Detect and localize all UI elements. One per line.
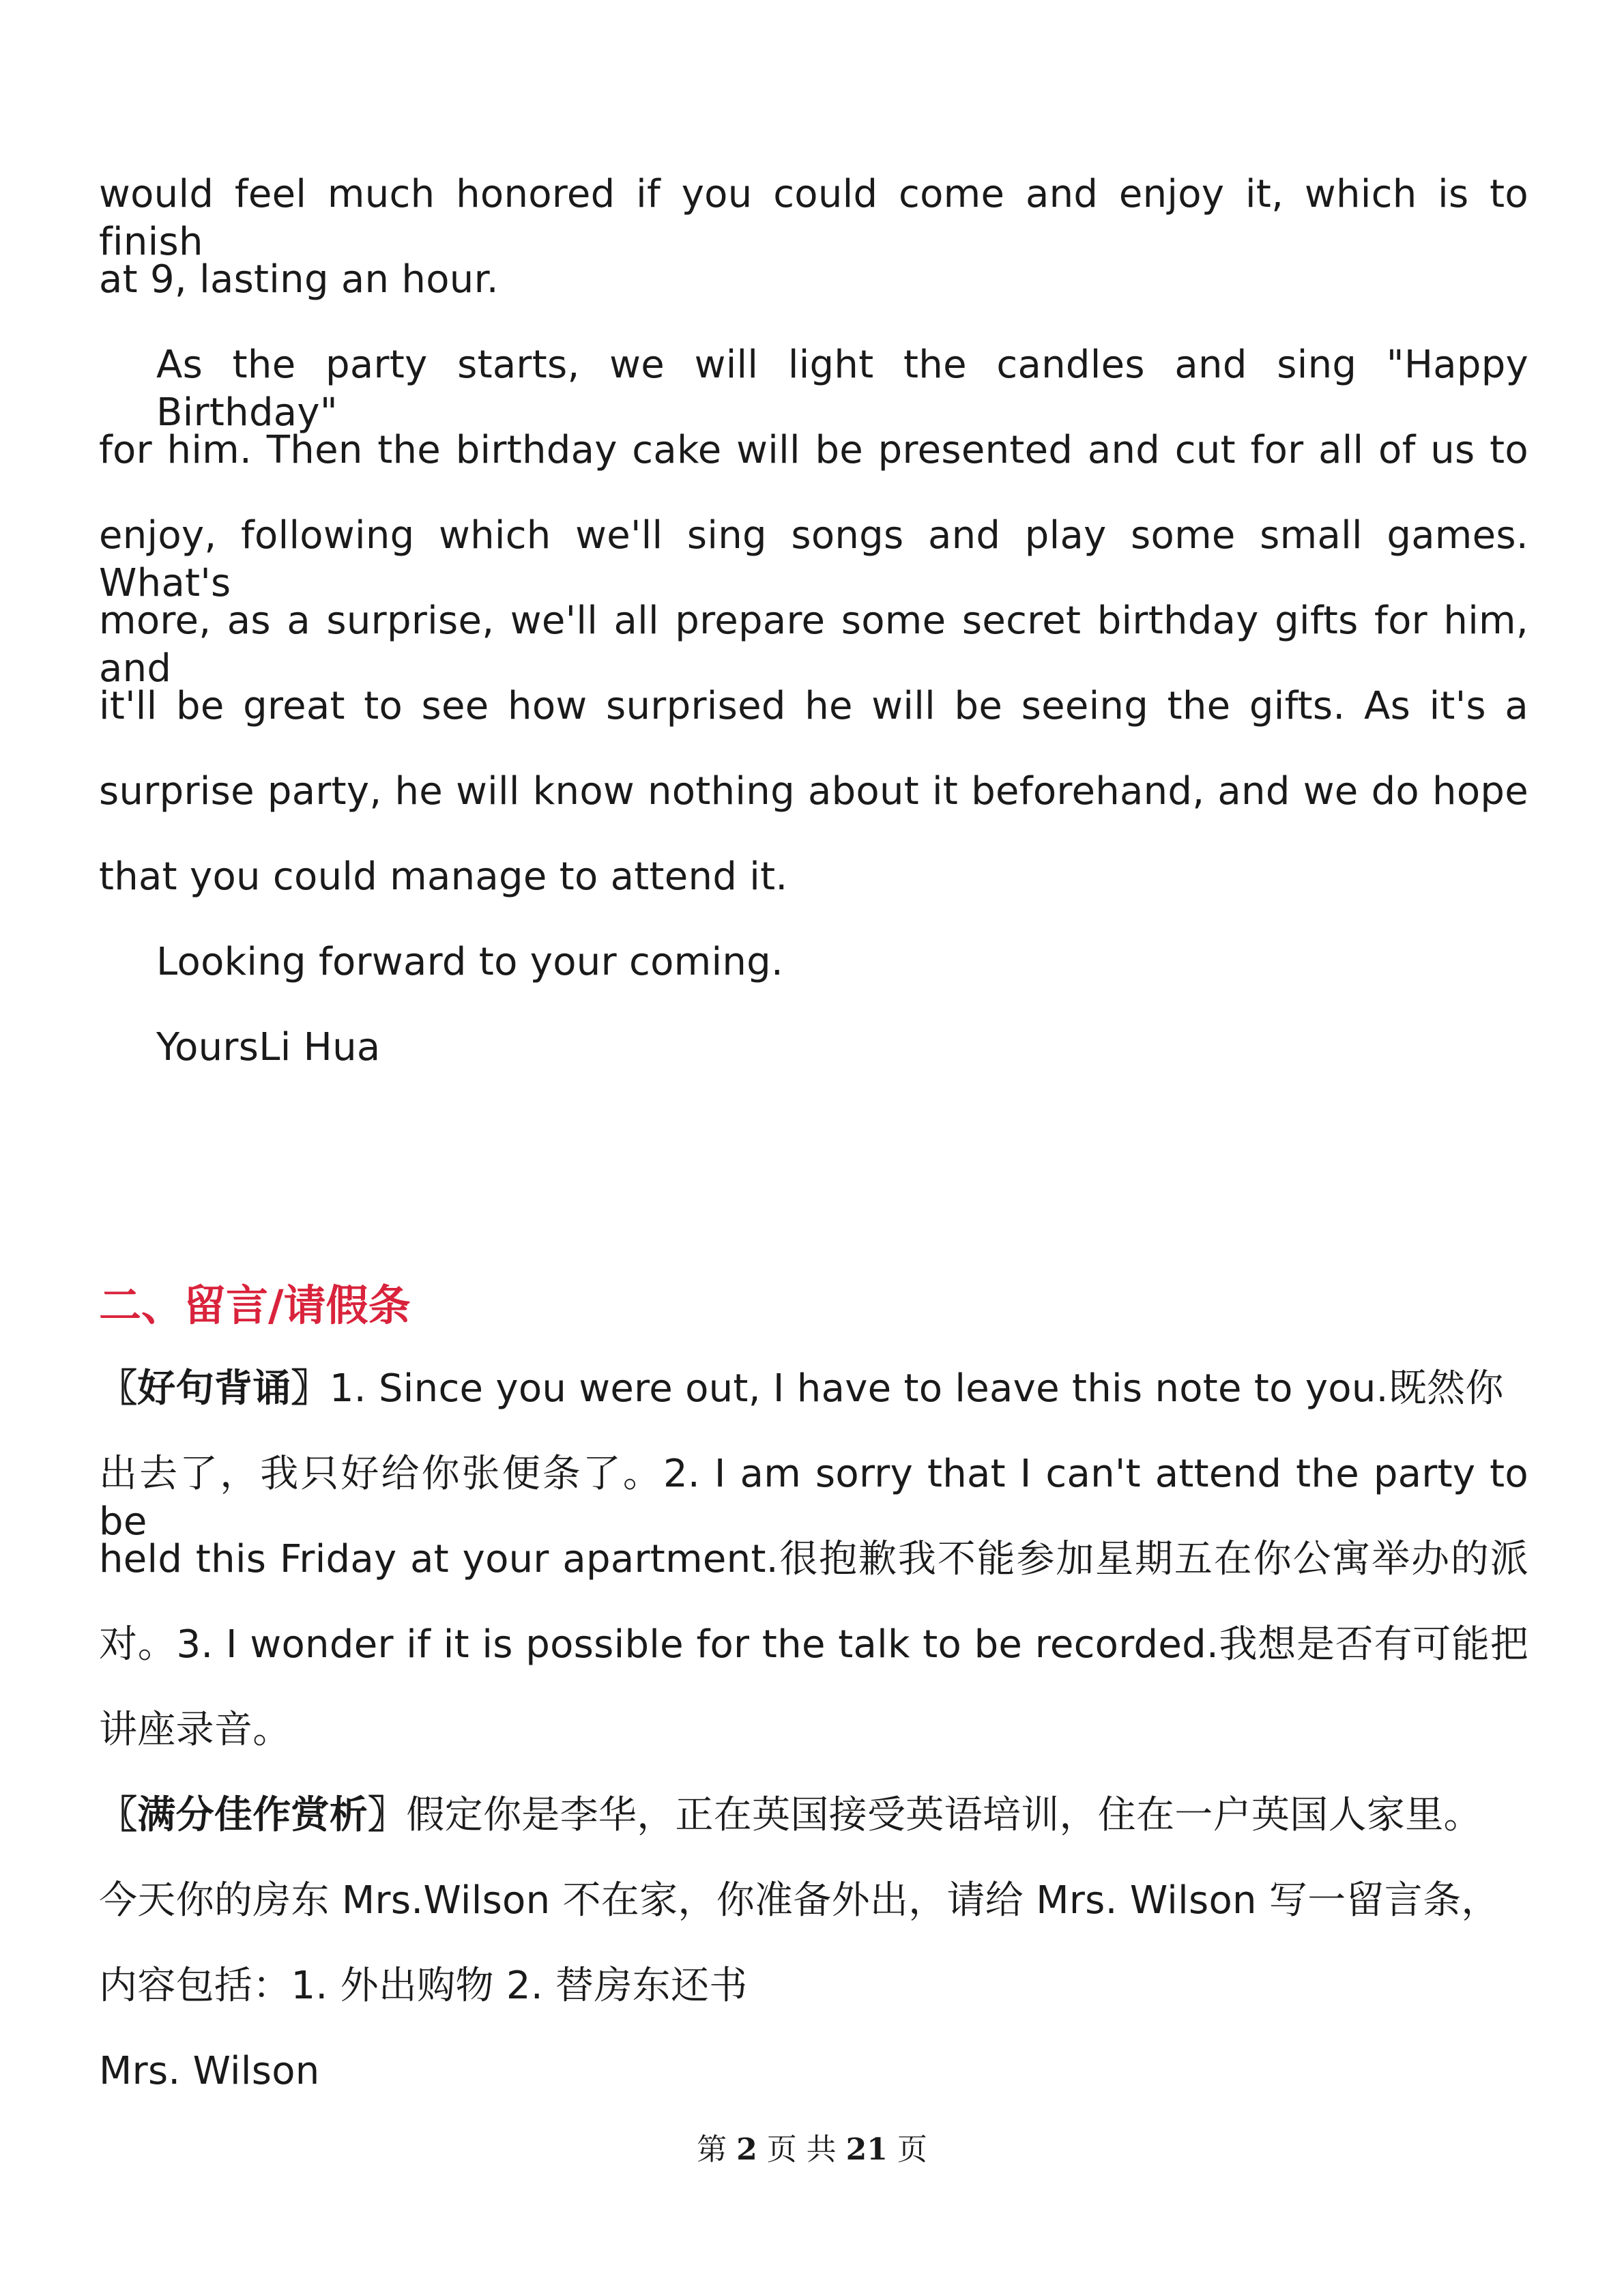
model-essay-line-3: 内容包括：1. 外出购物 2. 替房东还书: [99, 1964, 748, 2008]
model-essay-line-4: Mrs. Wilson: [99, 2049, 320, 2093]
footer-total-pages: 21: [845, 2132, 888, 2167]
letter-line-7: it'll be great to see how surprised he will be seeing the gifts. As it's a: [99, 684, 1528, 728]
letter-line-9: that you could manage to attend it.: [99, 855, 788, 899]
letter-line-4: for him. Then the birthday cake will be presented and cut for all of us to: [99, 428, 1528, 472]
letter-line-3: As the party starts, we will light the candles and sing "Happy Birthday": [156, 343, 1528, 435]
page-footer: [0, 2131, 1624, 2169]
footer-prefix: 第: [697, 2132, 737, 2167]
good-sentences-line-2: 出去了，我只好给你张便条了。2. I am sorry that I can't attend the party to be: [99, 1452, 1528, 1544]
good-sentences-line-5: 讲座录音。: [99, 1708, 291, 1752]
model-essay-line-2: 今天你的房东 Mrs.Wilson 不在家，你准备外出，请给 Mrs. Wilson 写一留言条，: [99, 1878, 1500, 1923]
letter-line-2: at 9, lasting an hour.: [99, 257, 499, 302]
footer-middle: 页 共: [757, 2132, 846, 2167]
letter-closing: Looking forward to your coming.: [156, 940, 784, 984]
good-sentences-line-4: 对。3. I wonder if it is possible for the talk to be recorded.我想是否有可能把: [99, 1622, 1528, 1667]
letter-signature: YoursLi Hua: [156, 1025, 381, 1070]
section-heading: 二、留言/请假条: [99, 1280, 411, 1330]
model-essay-line-1: [99, 1792, 1528, 1839]
footer-suffix: 页: [887, 2132, 927, 2167]
good-sentences-text-1: 1. Since you were out, I have to leave this note to you.既然你: [329, 1366, 1504, 1411]
good-sentences-label: 〖好句背诵〗: [99, 1366, 330, 1411]
letter-line-1: would feel much honored if you could come and enjoy it, which is to finish: [99, 172, 1528, 264]
letter-line-8: surprise party, he will know nothing about it beforehand, and we do hope: [99, 769, 1528, 814]
letter-line-6: more, as a surprise, we'll all prepare some secret birthday gifts for him, and: [99, 599, 1528, 691]
good-sentences-line-1: [99, 1365, 1528, 1413]
model-essay-text-1: 假定你是李华，正在英国接受英语培训，住在一户英国人家里。: [406, 1793, 1482, 1837]
footer-page-number: 2: [736, 2132, 757, 2167]
good-sentences-line-3: held this Friday at your apartment.很抱歉我不能参加星期五在你公寓举办的派: [99, 1537, 1528, 1581]
model-essay-label: 〖满分佳作赏析〗: [99, 1793, 407, 1837]
letter-line-5: enjoy, following which we'll sing songs and play some small games. What's: [99, 513, 1528, 605]
